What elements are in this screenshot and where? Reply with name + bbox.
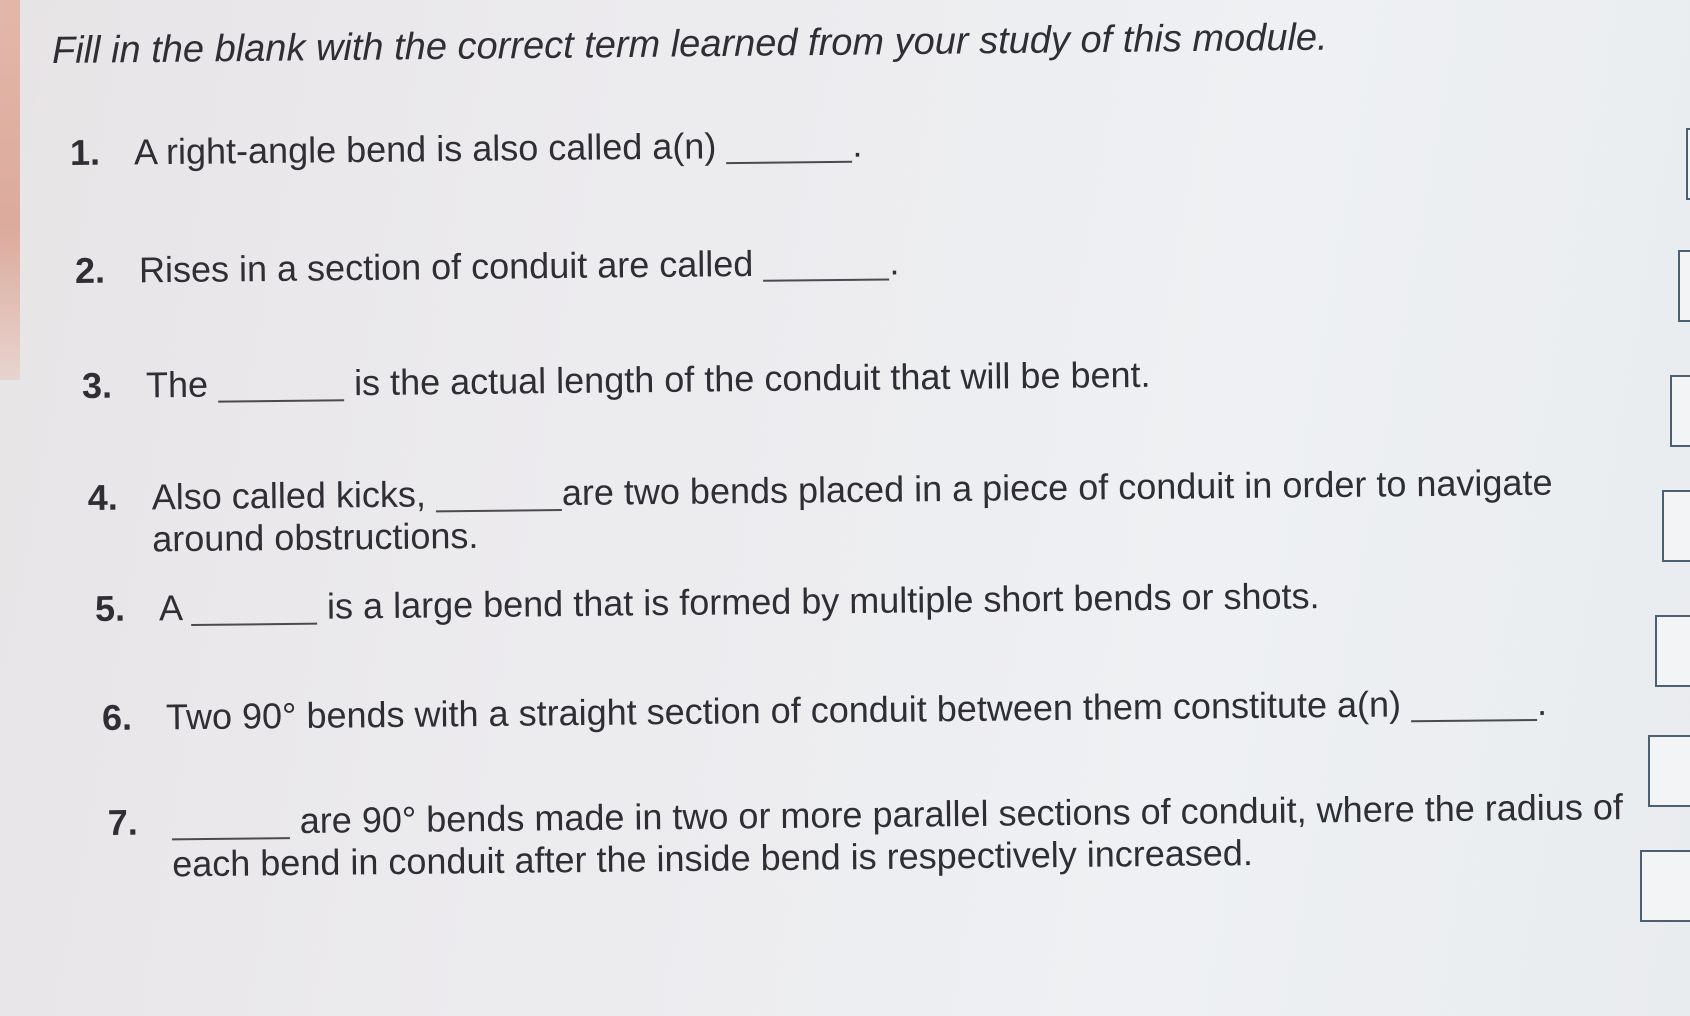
screen-edge: [0, 0, 20, 380]
blank-input-2[interactable]: [763, 254, 889, 281]
blank-input-4[interactable]: [436, 485, 562, 512]
answer-box-6[interactable]: [1648, 735, 1690, 807]
question-number: 7.: [107, 801, 139, 844]
question-text: Also called kicks,: [151, 473, 427, 518]
question-text: A: [158, 587, 182, 629]
question-text: The: [145, 363, 209, 406]
question-text-after: is a large bend that is formed by multiple short bends or shots.: [326, 575, 1320, 627]
question-2: [75, 241, 900, 292]
question-number: 1.: [69, 131, 101, 173]
blank-input-3[interactable]: [218, 375, 344, 402]
question-text-continuation: each bend in conduit after the inside bend is respectively increased.: [171, 832, 1254, 885]
answer-box-3[interactable]: [1670, 375, 1690, 447]
question-text-after: .: [852, 123, 863, 165]
question-6: [102, 682, 1547, 739]
answer-box-7[interactable]: [1640, 850, 1690, 922]
question-number: 6.: [101, 696, 133, 738]
question-7: [108, 786, 1624, 886]
question-text-after: is the actual length of the conduit that will be bent.: [353, 353, 1151, 404]
question-number: 2.: [74, 249, 106, 291]
question-text: Two 90° bends with a straight section of conduit between them constitute a(n): [165, 683, 1402, 738]
question-text-after: .: [1536, 681, 1548, 723]
question-number: 4.: [87, 476, 119, 519]
answer-box-5[interactable]: [1655, 615, 1690, 687]
blank-input-6[interactable]: [1411, 695, 1537, 722]
blank-input-5[interactable]: [191, 599, 317, 626]
blank-input-1[interactable]: [726, 137, 852, 164]
instruction-text: Fill in the blank with the correct term learned from your study of this module.: [51, 16, 1328, 72]
question-number: 5.: [94, 587, 126, 629]
answer-box-4[interactable]: [1662, 490, 1690, 562]
question-text-continuation: around obstructions.: [151, 514, 479, 560]
answer-box-1[interactable]: [1686, 128, 1690, 200]
question-4: [88, 462, 1554, 561]
question-text-after: .: [889, 241, 900, 283]
question-5: [95, 575, 1320, 630]
answer-box-2[interactable]: [1678, 250, 1690, 322]
question-text: A right-angle bend is also called a(n): [133, 125, 717, 173]
question-number: 3.: [81, 364, 113, 406]
question-text-after: are two bends placed in a piece of conduit in order to navigate: [561, 461, 1553, 514]
question-text-after: are 90° bends made in two or more parallel sections of conduit, where the radius of: [299, 786, 1624, 841]
blank-input-7[interactable]: [172, 813, 290, 840]
question-3: [82, 354, 1151, 407]
question-text: Rises in a section of conduit are called: [138, 242, 754, 291]
question-1: [70, 124, 863, 174]
